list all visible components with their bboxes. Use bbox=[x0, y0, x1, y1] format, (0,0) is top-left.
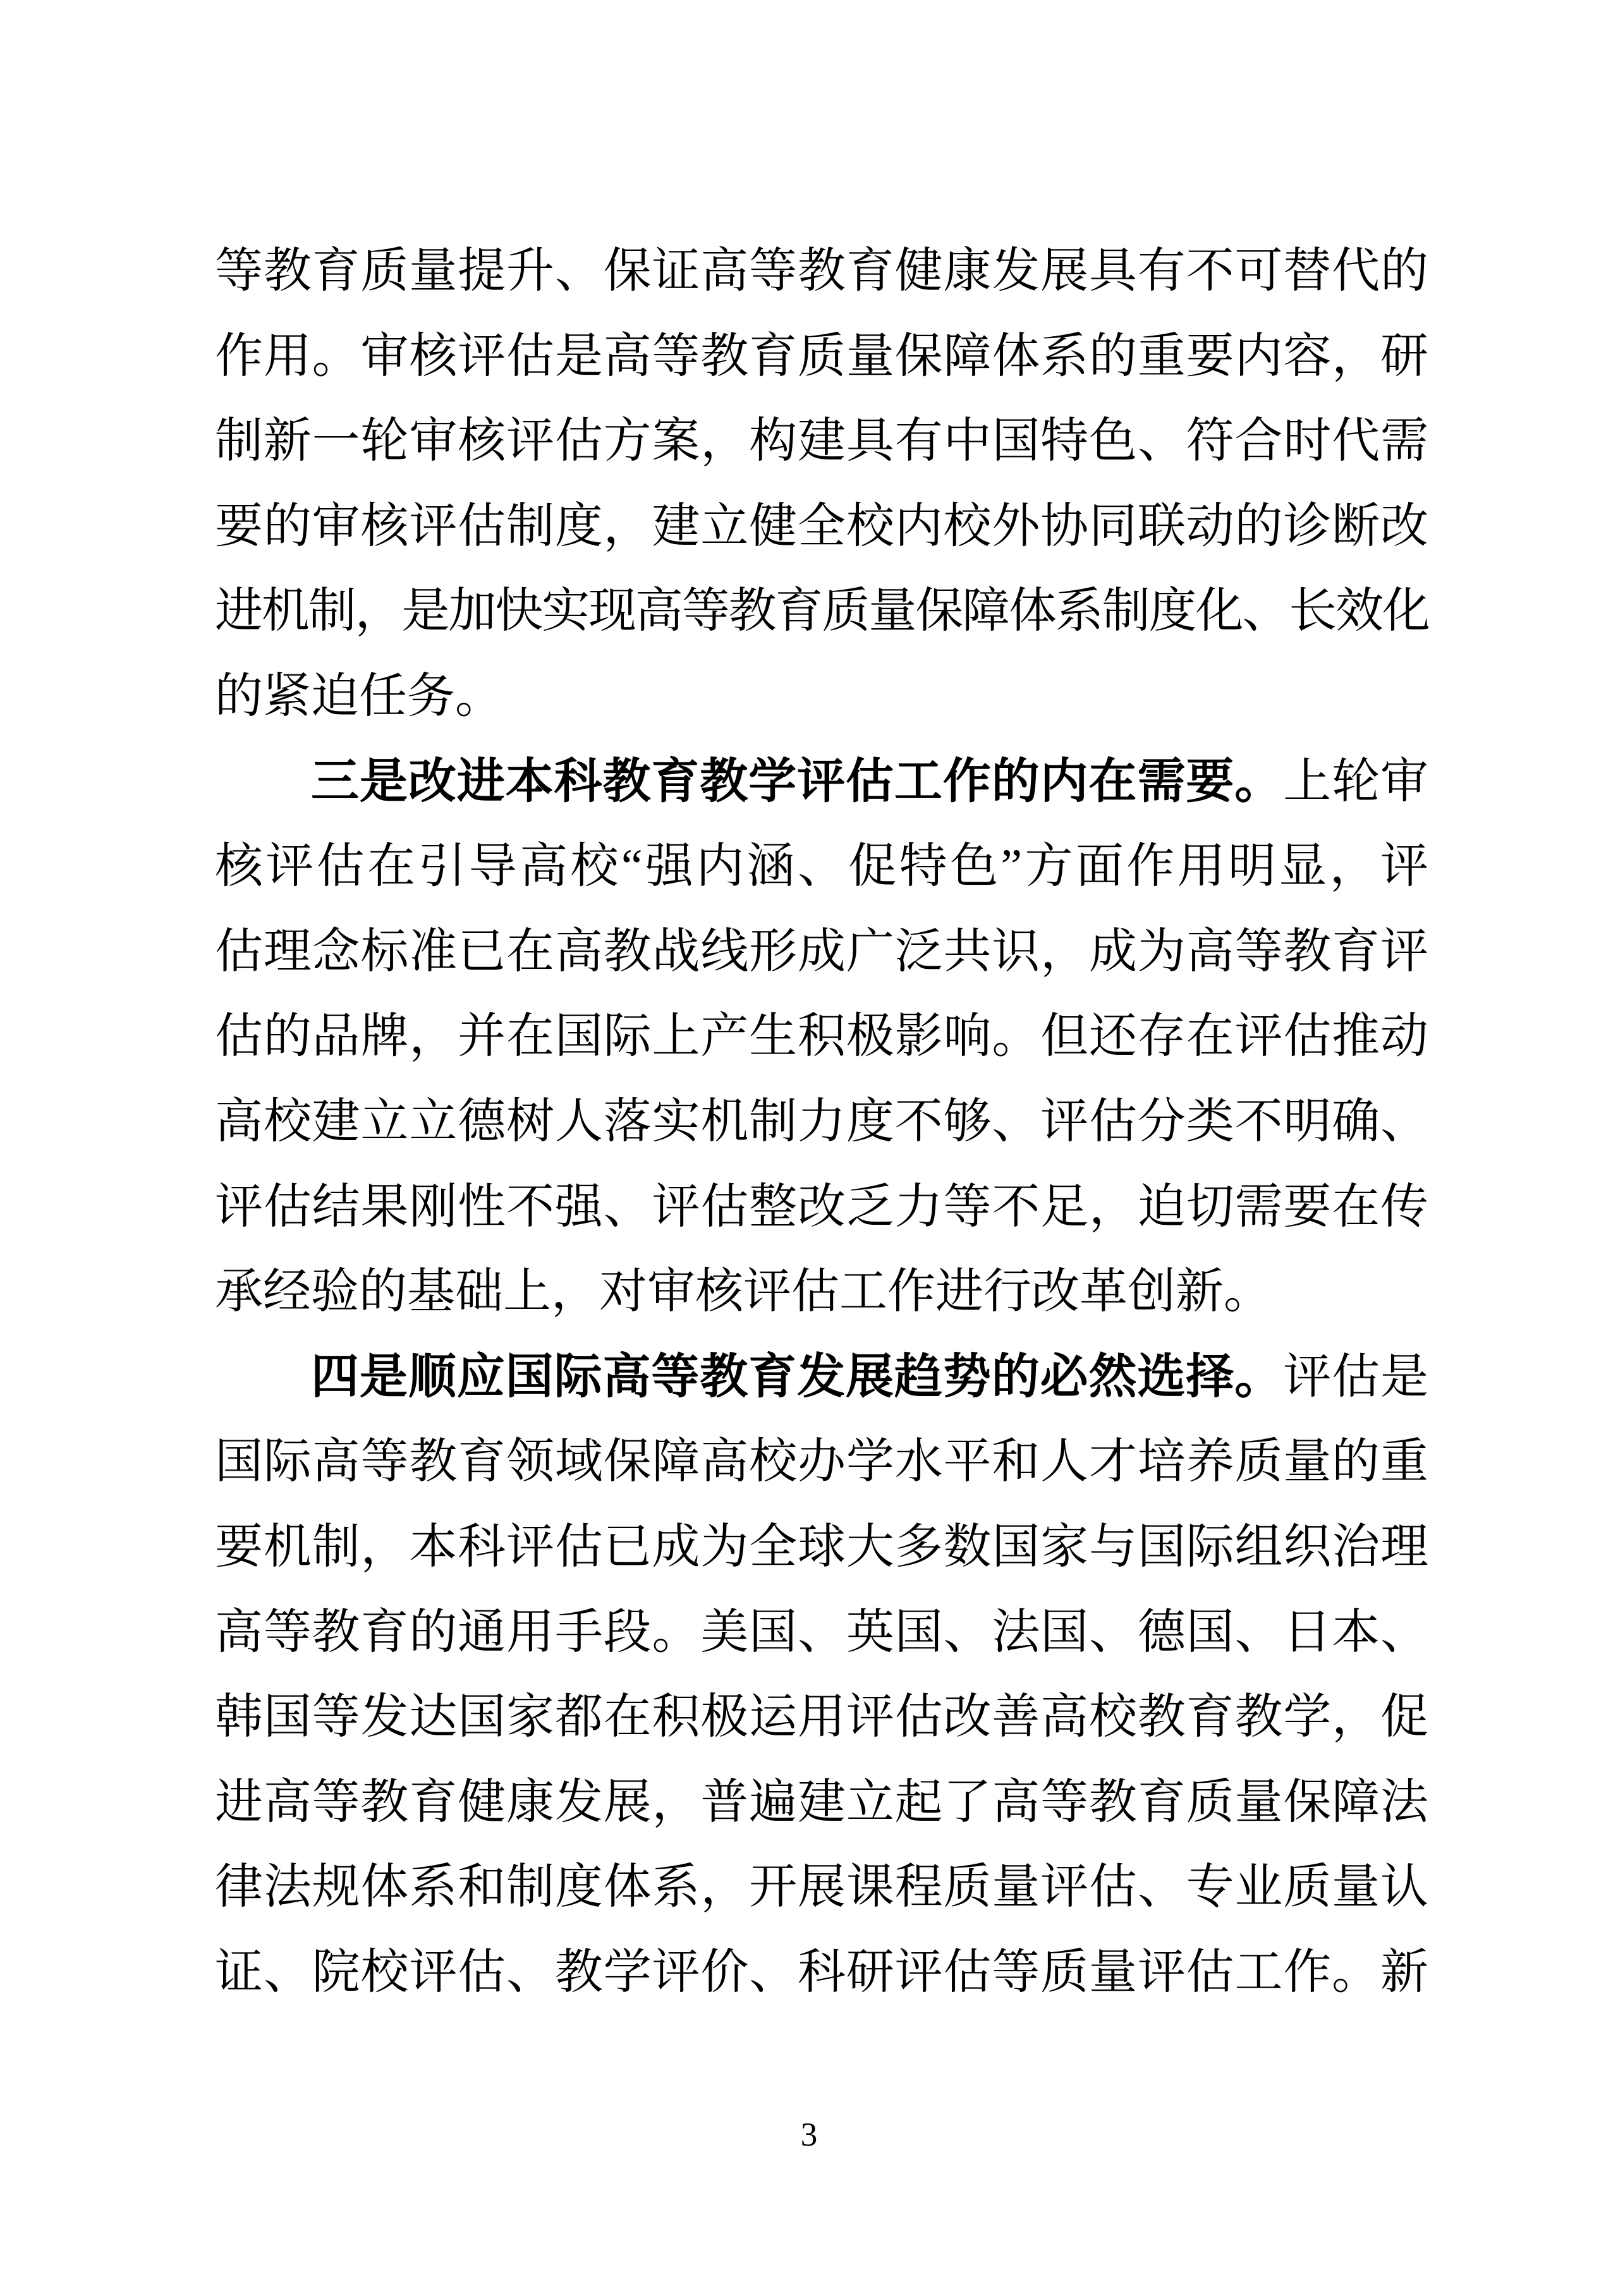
text-line bbox=[215, 484, 1428, 569]
bold-lead-text: 三是改进本科教育教学评估工作的内在需要。 bbox=[311, 755, 1284, 808]
line-text: 进高等教育健康发展，普遍建立起了高等教育质量保障法 bbox=[215, 1775, 1428, 1829]
line-text: 韩国等发达国家都在积极运用评估改善高校教育教学，促 bbox=[215, 1691, 1428, 1744]
text-line-paragraph-end bbox=[215, 654, 1428, 739]
document-body bbox=[215, 229, 1428, 2015]
text-line-paragraph-end bbox=[215, 1249, 1428, 1335]
line-text: 估的品牌，并在国际上产生积极影响。但还存在评估推动 bbox=[215, 1010, 1428, 1064]
line-text: 作用。审核评估是高等教育质量保障体系的重要内容，研 bbox=[215, 329, 1428, 383]
line-text: 高等教育的通用手段。美国、英国、法国、德国、日本、 bbox=[215, 1605, 1428, 1659]
text-line bbox=[215, 229, 1428, 314]
line-text: 制新一轮审核评估方案，构建具有中国特色、符合时代需 bbox=[215, 415, 1428, 468]
text-line bbox=[215, 1675, 1428, 1760]
line-text: 上轮审 bbox=[1283, 755, 1429, 808]
text-line bbox=[215, 1079, 1428, 1165]
line-text: 律法规体系和制度体系，开展课程质量评估、专业质量认 bbox=[215, 1861, 1428, 1914]
text-line bbox=[215, 824, 1428, 909]
page-number: 3 bbox=[800, 2117, 818, 2153]
line-text: 估理念标准已在高教战线形成广泛共识，成为高等教育评 bbox=[215, 925, 1428, 978]
text-line bbox=[215, 1760, 1428, 1845]
text-line bbox=[215, 314, 1428, 399]
line-text: 评估结果刚性不强、评估整改乏力等不足，迫切需要在传 bbox=[215, 1180, 1428, 1234]
text-line bbox=[215, 569, 1428, 654]
bold-lead-text: 四是顺应国际高等教育发展趋势的必然选择。 bbox=[311, 1350, 1284, 1404]
text-line bbox=[215, 909, 1428, 995]
line-text: 要的审核评估制度，建立健全校内校外协同联动的诊断改 bbox=[215, 499, 1428, 553]
text-line bbox=[215, 1930, 1428, 2015]
line-text: 国际高等教育领域保障高校办学水平和人才培养质量的重 bbox=[215, 1435, 1428, 1489]
text-line-paragraph-start bbox=[215, 1335, 1428, 1420]
line-text: 承经验的基础上，对审核评估工作进行改革创新。 bbox=[215, 1265, 1272, 1319]
line-text: 高校建立立德树人落实机制力度不够、评估分类不明确、 bbox=[215, 1095, 1428, 1148]
text-line bbox=[215, 1590, 1428, 1675]
text-line bbox=[215, 1505, 1428, 1590]
line-text: 进机制，是加快实现高等教育质量保障体系制度化、长效化 bbox=[215, 585, 1428, 638]
text-line bbox=[215, 1165, 1428, 1250]
line-text: 等教育质量提升、保证高等教育健康发展具有不可替代的 bbox=[215, 245, 1428, 298]
line-text: 要机制，本科评估已成为全球大多数国家与国际组织治理 bbox=[215, 1520, 1428, 1574]
line-text: 的紧迫任务。 bbox=[215, 669, 503, 723]
text-line bbox=[215, 1845, 1428, 1930]
line-text: 评估是 bbox=[1283, 1350, 1429, 1404]
text-line bbox=[215, 399, 1428, 484]
line-text: 证、院校评估、教学评价、科研评估等质量评估工作。新 bbox=[215, 1945, 1428, 1999]
text-line-paragraph-start bbox=[215, 739, 1428, 825]
text-line bbox=[215, 994, 1428, 1079]
line-text: 核评估在引导高校“强内涵、促特色”方面作用明显，评 bbox=[215, 840, 1428, 894]
text-line bbox=[215, 1419, 1428, 1505]
